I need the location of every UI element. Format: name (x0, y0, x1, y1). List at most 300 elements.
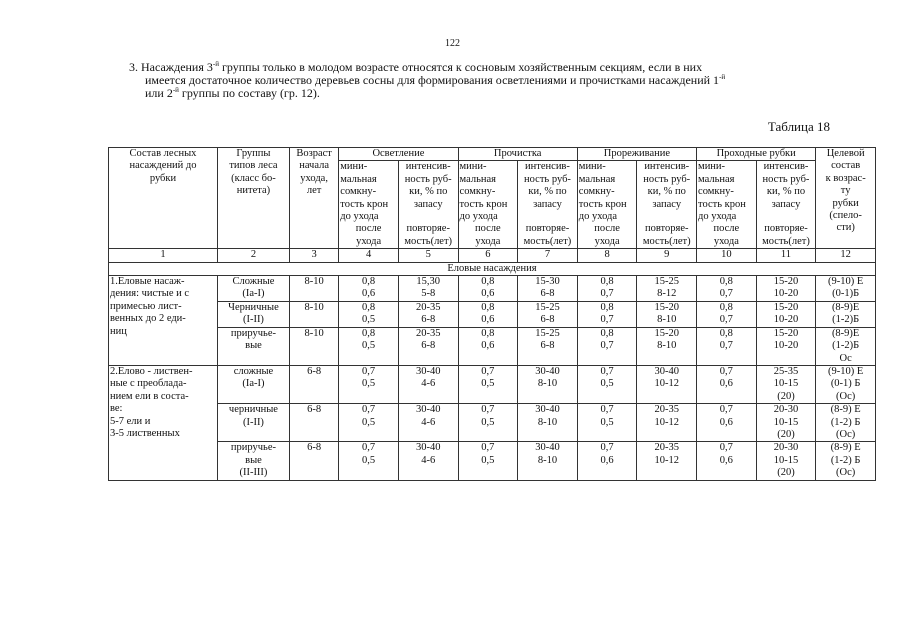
header-text: интенсив- (763, 161, 809, 173)
header-text: Целевой (826, 148, 865, 159)
value-cell (577, 442, 637, 480)
table-row (109, 404, 876, 442)
header-text: ность руб- (524, 173, 571, 185)
cell-text: 6-8 (540, 340, 555, 352)
cell-text: 5-7 ели и (110, 415, 151, 427)
cell-text: (9-10) Е (828, 276, 864, 288)
header-text: ухода (594, 235, 620, 247)
value-cell (339, 276, 399, 302)
header-text: до ухода (340, 211, 379, 223)
cell-text: ниц (110, 325, 127, 337)
header-text: насаждений до (129, 160, 197, 172)
cell-text: (1-2) Б (830, 454, 861, 466)
cell-text: (8-9)Е (831, 327, 860, 339)
cell-text: 6-8 (540, 288, 555, 300)
cell-text: 15-20 (773, 327, 799, 339)
header-after-care (339, 223, 399, 248)
cell-text: 0,5 (362, 378, 376, 390)
header-text: ту (840, 185, 851, 197)
header-text: типов леса (229, 160, 278, 172)
header-text: повторяе- (406, 223, 450, 235)
cell-text: 0,5 (362, 454, 376, 466)
cell-text: 0,8 (719, 276, 733, 288)
cell-text: черничные (228, 404, 278, 416)
cell-text: 0,7 (600, 442, 614, 454)
header-forest-type (217, 148, 289, 249)
cell-text: (II-III) (239, 467, 268, 479)
cell-text: 0,7 (719, 442, 733, 454)
cell-text: 0,7 (481, 404, 495, 416)
header-text: ухода (356, 235, 382, 247)
composition-cell (109, 276, 218, 366)
value-cell (339, 404, 399, 442)
value-cell (697, 442, 757, 480)
column-number: 6 (458, 249, 518, 262)
header-text: мини- (340, 161, 368, 173)
header-composition (109, 148, 218, 249)
value-cell (398, 301, 458, 327)
cell-text: 10-20 (773, 288, 799, 300)
header-text: ки, % по (766, 186, 806, 198)
value-cell (339, 365, 399, 403)
value-cell (458, 276, 518, 302)
cell-text: (I-II) (242, 416, 264, 428)
value-cell (637, 404, 697, 442)
cell-text: 20-35 (415, 301, 441, 313)
header-text: после (594, 223, 620, 235)
cell-text: 0,7 (719, 314, 733, 326)
cell-text: 8-10 (657, 340, 677, 352)
header-prohodnye: Проходные рубки (697, 148, 816, 161)
paragraph-text: группы по составу (гр. 12). (178, 86, 320, 100)
header-after-care (697, 223, 757, 248)
cell-text: (1-2) Б (830, 416, 861, 428)
cell-text: 15,30 (416, 276, 441, 288)
cell-text: 0,8 (481, 327, 495, 339)
cell-text: 15-20 (654, 301, 679, 313)
value-cell (339, 327, 399, 365)
start-age-cell: 8-10 (289, 276, 338, 302)
header-text: мость(лет) (523, 235, 572, 247)
value-cell (697, 276, 757, 302)
cell-text: 15-30 (535, 276, 560, 288)
cell-text: (Ia-I) (242, 378, 265, 390)
cell-text: 6-8 (421, 340, 436, 352)
cell-text: 10-20 (773, 314, 799, 326)
cell-text: 0,7 (362, 404, 376, 416)
column-number: 2 (217, 249, 289, 262)
value-cell (577, 327, 637, 365)
header-text: тость крон (578, 198, 627, 210)
header-text: повторяе- (644, 223, 689, 235)
table-row (109, 301, 876, 327)
superscript: -й (719, 73, 726, 81)
header-text: лет (306, 185, 322, 197)
value-cell (697, 327, 757, 365)
value-cell (637, 276, 697, 302)
cell-text: (20) (777, 467, 795, 479)
header-repeat (518, 223, 578, 248)
header-text: рубки (832, 197, 859, 209)
header-text: запасу (771, 198, 801, 210)
value-cell (637, 327, 697, 365)
header-min-closure (458, 161, 518, 224)
cell-text: 0,7 (719, 288, 733, 300)
column-number: 8 (577, 249, 637, 262)
cell-text: (1-2)Б (832, 340, 860, 352)
header-text: (спело- (829, 210, 862, 222)
header-text: тость крон (698, 198, 746, 210)
header-intensity (756, 161, 816, 224)
table-caption: Таблица 18 (767, 119, 830, 134)
header-text: тость крон (459, 198, 508, 210)
cell-text: 20-35 (654, 404, 679, 416)
cell-text: 0,7 (600, 404, 614, 416)
header-text: Состав лесных (129, 148, 197, 159)
header-intensity (398, 161, 458, 224)
header-text: к возрас- (825, 172, 866, 184)
table-row (109, 276, 876, 302)
forest-type-cell (217, 327, 289, 365)
superscript: -й (212, 60, 219, 68)
cell-text: 20-30 (773, 404, 799, 416)
cell-text: 30-40 (415, 365, 441, 377)
cell-text: 0,6 (362, 288, 376, 300)
cell-text: 3-5 лиственных (110, 427, 180, 439)
cell-text: Ос (839, 352, 852, 364)
cell-text: 0,7 (362, 442, 376, 454)
forest-type-cell (217, 442, 289, 480)
cell-text: приручье- (230, 442, 276, 454)
cell-text: 15-20 (773, 276, 799, 288)
cell-text: (Ос) (836, 390, 856, 402)
group-title: Еловые насаждения (109, 262, 876, 275)
paragraph-text: Насаждения 3 (141, 60, 213, 74)
value-cell (637, 365, 697, 403)
header-text: состав (831, 160, 861, 172)
header-text: мини- (578, 161, 606, 173)
cell-text: 2.Елово - листвен- (110, 365, 193, 377)
cell-text: 6-8 (421, 314, 436, 326)
cell-text: Черничные (228, 301, 279, 313)
header-start-age (289, 148, 338, 249)
value-cell (577, 276, 637, 302)
cell-text: 4-6 (421, 378, 436, 390)
cell-text: 0,8 (481, 301, 495, 313)
value-cell (518, 442, 578, 480)
cell-text: 0,5 (600, 378, 614, 390)
value-cell (756, 404, 816, 442)
value-cell (458, 442, 518, 480)
header-osvetlenie: Осветление (339, 148, 458, 161)
header-repeat (637, 223, 697, 248)
cell-text: (Ос) (836, 428, 856, 440)
cell-text: 0,5 (600, 416, 614, 428)
header-text: сомкну- (698, 186, 734, 198)
value-cell (816, 404, 876, 442)
table-row (109, 442, 876, 480)
column-number: 10 (697, 249, 757, 262)
cell-text: ве: (110, 403, 123, 415)
cell-text: 30-40 (535, 365, 560, 377)
cell-text: сложные (233, 365, 274, 377)
cell-text: 30-40 (415, 442, 441, 454)
header-text: запасу (533, 198, 562, 210)
cell-text: 8-10 (537, 416, 558, 428)
value-cell (398, 365, 458, 403)
header-text: мость(лет) (762, 235, 810, 247)
cell-text: вые (245, 454, 262, 466)
start-age-cell: 6-8 (289, 442, 338, 480)
paragraph-text: или 2 (145, 86, 173, 100)
cell-text: 10-15 (773, 454, 799, 466)
value-cell (756, 365, 816, 403)
forest-type-cell (217, 276, 289, 302)
cell-text: (Ос) (836, 467, 856, 479)
cell-text: дения: чистые и с (110, 288, 190, 300)
header-text: ухода (475, 235, 501, 247)
value-cell (816, 276, 876, 302)
value-cell (816, 442, 876, 480)
cell-text: приручье- (230, 327, 276, 339)
cell-text: примесью лист- (110, 300, 182, 312)
value-cell (339, 301, 399, 327)
cell-text: 0,6 (719, 378, 733, 390)
header-text: начала (299, 160, 329, 172)
cell-text: (8-9) Е (830, 442, 861, 454)
value-cell (756, 301, 816, 327)
header-text: сомкну- (578, 186, 615, 198)
value-cell (637, 301, 697, 327)
cell-text: 0,7 (481, 365, 495, 377)
header-text: мини- (698, 161, 726, 173)
header-text: повторяе- (525, 223, 570, 235)
cell-text: 0,7 (600, 365, 614, 377)
cell-text: (I-II) (242, 314, 264, 326)
value-cell (398, 327, 458, 365)
cell-text: 0,7 (481, 442, 495, 454)
column-number: 7 (518, 249, 578, 262)
cell-text: 30-40 (535, 404, 560, 416)
header-text: ность руб- (762, 173, 810, 185)
column-number-row (109, 249, 876, 262)
forest-care-table (108, 147, 876, 481)
cell-text: 0,8 (719, 327, 733, 339)
header-text: мальная (340, 173, 377, 185)
cell-text: 25-35 (773, 365, 799, 377)
header-text: ухода (713, 235, 739, 247)
cell-text: (Ia-I) (242, 288, 265, 300)
cell-text: (0-1) Б (830, 378, 861, 390)
header-text: повторяе- (764, 223, 808, 235)
cell-text: 0,5 (481, 378, 495, 390)
cell-text: 4-6 (421, 454, 436, 466)
cell-text: 0,6 (481, 340, 495, 352)
value-cell (697, 404, 757, 442)
value-cell (637, 442, 697, 480)
value-cell (398, 276, 458, 302)
cell-text: 0,6 (600, 454, 614, 466)
header-repeat (756, 223, 816, 248)
header-text: ность руб- (404, 173, 452, 185)
start-age-cell: 8-10 (289, 301, 338, 327)
value-cell (816, 365, 876, 403)
column-number: 5 (398, 249, 458, 262)
column-number: 4 (339, 249, 399, 262)
cell-text: (1-2)Б (832, 314, 860, 326)
header-text: ки, % по (409, 186, 448, 198)
forest-type-cell (217, 301, 289, 327)
header-text: интенсив- (405, 161, 451, 173)
header-target-composition (816, 148, 876, 249)
group-row (109, 262, 876, 275)
cell-text: (20) (777, 428, 795, 440)
header-min-closure (339, 161, 399, 224)
cell-text: 8-10 (537, 378, 558, 390)
value-cell (816, 301, 876, 327)
header-text: (класс бо- (231, 172, 276, 184)
cell-text: 0,8 (719, 301, 733, 313)
header-text: мини- (459, 161, 487, 173)
header-text: мость(лет) (404, 235, 453, 247)
value-cell (339, 442, 399, 480)
forest-type-cell (217, 365, 289, 403)
header-text: до ухода (698, 211, 737, 223)
cell-text: 1.Еловые насаж- (110, 276, 185, 288)
value-cell (577, 301, 637, 327)
cell-text: 10-12 (654, 454, 679, 466)
cell-text: 8-10 (537, 454, 558, 466)
cell-text: 10-15 (773, 378, 799, 390)
header-text: интенсив- (644, 161, 690, 173)
cell-text: 0,5 (362, 340, 376, 352)
cell-text: 30-40 (415, 404, 441, 416)
cell-text: 10-15 (773, 416, 799, 428)
start-age-cell: 6-8 (289, 404, 338, 442)
column-number: 3 (289, 249, 338, 262)
cell-text: (9-10) Е (828, 365, 864, 377)
cell-text: 15-25 (654, 276, 679, 288)
value-cell (458, 365, 518, 403)
header-text: запасу (652, 198, 682, 210)
cell-text: 0,8 (600, 301, 614, 313)
value-cell (398, 404, 458, 442)
header-text: до ухода (459, 211, 498, 223)
header-text: сти) (836, 222, 855, 234)
header-text: рубки (149, 172, 177, 184)
header-text: ки, % по (528, 186, 567, 198)
paragraph-text: имеется достаточное количество деревьев сосны для формирования осветлениями и прочистками насаждений 1 (145, 73, 720, 87)
header-text: запасу (413, 198, 443, 210)
cell-text: 0,8 (600, 276, 614, 288)
header-row (109, 148, 876, 161)
cell-text: нием ели в соста- (110, 390, 189, 402)
value-cell (398, 442, 458, 480)
header-text: ухода, (300, 172, 328, 184)
cell-text: Сложные (232, 276, 275, 288)
cell-text: 15-25 (535, 301, 560, 313)
cell-text: 0,7 (719, 365, 733, 377)
cell-text: 0,6 (719, 454, 733, 466)
cell-text: 0,8 (362, 301, 376, 313)
cell-text: 8-10 (657, 314, 677, 326)
column-number: 11 (756, 249, 816, 262)
composition-cell (109, 365, 218, 480)
cell-text: 0,5 (481, 454, 495, 466)
value-cell (518, 365, 578, 403)
cell-text: 0,7 (600, 314, 614, 326)
cell-text: 0,8 (362, 276, 376, 288)
value-cell (756, 442, 816, 480)
cell-text: (8-9) Е (830, 404, 861, 416)
cell-text: вые (245, 340, 262, 352)
cell-text: 0,6 (481, 314, 495, 326)
value-cell (518, 404, 578, 442)
start-age-cell: 6-8 (289, 365, 338, 403)
cell-text: 0,5 (481, 416, 495, 428)
cell-text: 10-20 (773, 340, 799, 352)
cell-text: 15-20 (773, 301, 799, 313)
cell-text: 30-40 (654, 365, 679, 377)
header-text: мальная (698, 173, 735, 185)
value-cell (518, 327, 578, 365)
cell-text: 15-25 (535, 327, 560, 339)
cell-text: 0,5 (362, 416, 376, 428)
header-intensity (518, 161, 578, 224)
cell-text: 15-20 (654, 327, 679, 339)
cell-text: 4-6 (421, 416, 436, 428)
paragraph (129, 61, 829, 100)
column-number: 12 (816, 249, 876, 262)
cell-text: (20) (777, 390, 795, 402)
value-cell (577, 404, 637, 442)
cell-text: ные с преоблада- (110, 378, 187, 390)
page-number: 122 (445, 38, 460, 49)
header-text: до ухода (578, 211, 618, 223)
header-after-care (458, 223, 518, 248)
cell-text: 6-8 (540, 314, 555, 326)
table-row (109, 365, 876, 403)
cell-text: 0,7 (600, 288, 614, 300)
header-text: интенсив- (525, 161, 570, 173)
header-text: мальная (459, 173, 496, 185)
cell-text: 0,8 (481, 276, 495, 288)
value-cell (697, 301, 757, 327)
cell-text: 0,8 (362, 327, 376, 339)
paragraph-text: группы только в молодом возрасте относятся к сосновым хозяйственным секциям, если в них (218, 60, 703, 74)
cell-text: (0-1)Б (832, 288, 860, 300)
cell-text: 0,8 (600, 327, 614, 339)
cell-text: 0,7 (719, 340, 733, 352)
cell-text: 10-12 (654, 416, 679, 428)
cell-text: 20-35 (654, 442, 679, 454)
header-after-care (577, 223, 637, 248)
cell-text: 0,7 (719, 404, 733, 416)
value-cell (756, 327, 816, 365)
header-repeat (398, 223, 458, 248)
column-number: 1 (109, 249, 218, 262)
header-text: после (474, 223, 501, 235)
cell-text: 30-40 (535, 442, 560, 454)
column-number: 9 (637, 249, 697, 262)
header-text: ность руб- (643, 173, 691, 185)
cell-text: 20-30 (773, 442, 799, 454)
header-min-closure (577, 161, 637, 224)
value-cell (458, 404, 518, 442)
cell-text: 20-35 (415, 327, 441, 339)
cell-text: 0,7 (600, 340, 614, 352)
cell-text: 5-8 (421, 288, 436, 300)
